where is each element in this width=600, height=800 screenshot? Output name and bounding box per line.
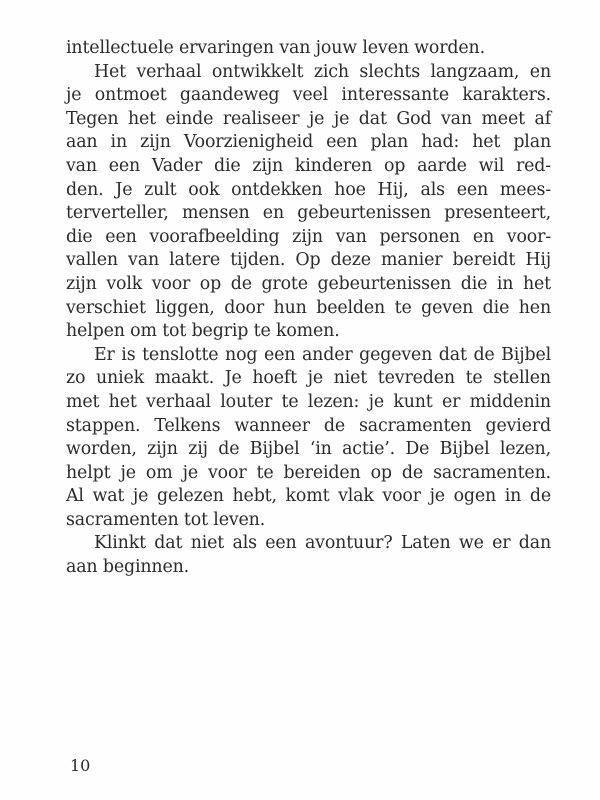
text-line: zo uniek maakt. Je hoeft je niet tevreden te stellen [66, 368, 551, 389]
text-line: Al wat je gelezen hebt, komt vlak voor je ogen in de [66, 486, 551, 507]
text-line: Tegen het einde realiseer je je dat God van meet af [66, 108, 551, 129]
text-line: aan beginnen. [66, 557, 190, 578]
text-line: worden, zijn zij de Bijbel ‘in actie’. De Bijbel lezen, [66, 439, 551, 460]
text-line: aan in zijn Voorzienigheid een plan had: het plan [66, 132, 551, 153]
text-line: sacramenten tot leven. [66, 509, 266, 530]
text-line: van een Vader die zijn kinderen op aarde wil red- [66, 155, 551, 176]
paragraph [66, 344, 551, 533]
text-line: helpt je om je voor te bereiden op de sacramenten. [66, 462, 551, 483]
paragraph [66, 61, 551, 344]
paragraph [66, 37, 551, 61]
text-line: den. Je zult ook ontdekken hoe Hij, als een mees- [66, 179, 551, 200]
body-text [66, 37, 551, 580]
text-line: die een voorafbeelding zijn van personen en voor- [66, 226, 551, 247]
text-line: Het verhaal ontwikkelt zich slechts langzaam, en [94, 61, 551, 82]
text-line: vallen van latere tijden. Op deze manier bereidt Hij [66, 250, 551, 271]
text-line: met het verhaal louter te lezen: je kunt er middenin [66, 391, 551, 412]
text-line: verschiet liggen, door hun beelden te geven die hen [66, 297, 551, 318]
text-line: zijn volk voor op de grote gebeurtenissen die in het [66, 273, 551, 294]
paragraph [66, 532, 551, 579]
text-line: stappen. Telkens wanneer de sacramenten gevierd [66, 415, 551, 436]
text-line: intellectuele ervaringen van jouw leven worden. [66, 38, 485, 58]
text-line: Er is tenslotte nog een ander gegeven dat de Bijbel [94, 344, 551, 365]
text-line: Klinkt dat niet als een avontuur? Laten we er dan [94, 533, 551, 554]
text-line: je ontmoet gaandeweg veel interessante karakters. [66, 85, 551, 106]
text-line: helpen om tot begrip te komen. [66, 321, 340, 342]
page-number: 10 [70, 756, 91, 775]
text-line: terverteller, mensen en gebeurtenissen presenteert, [66, 203, 551, 224]
